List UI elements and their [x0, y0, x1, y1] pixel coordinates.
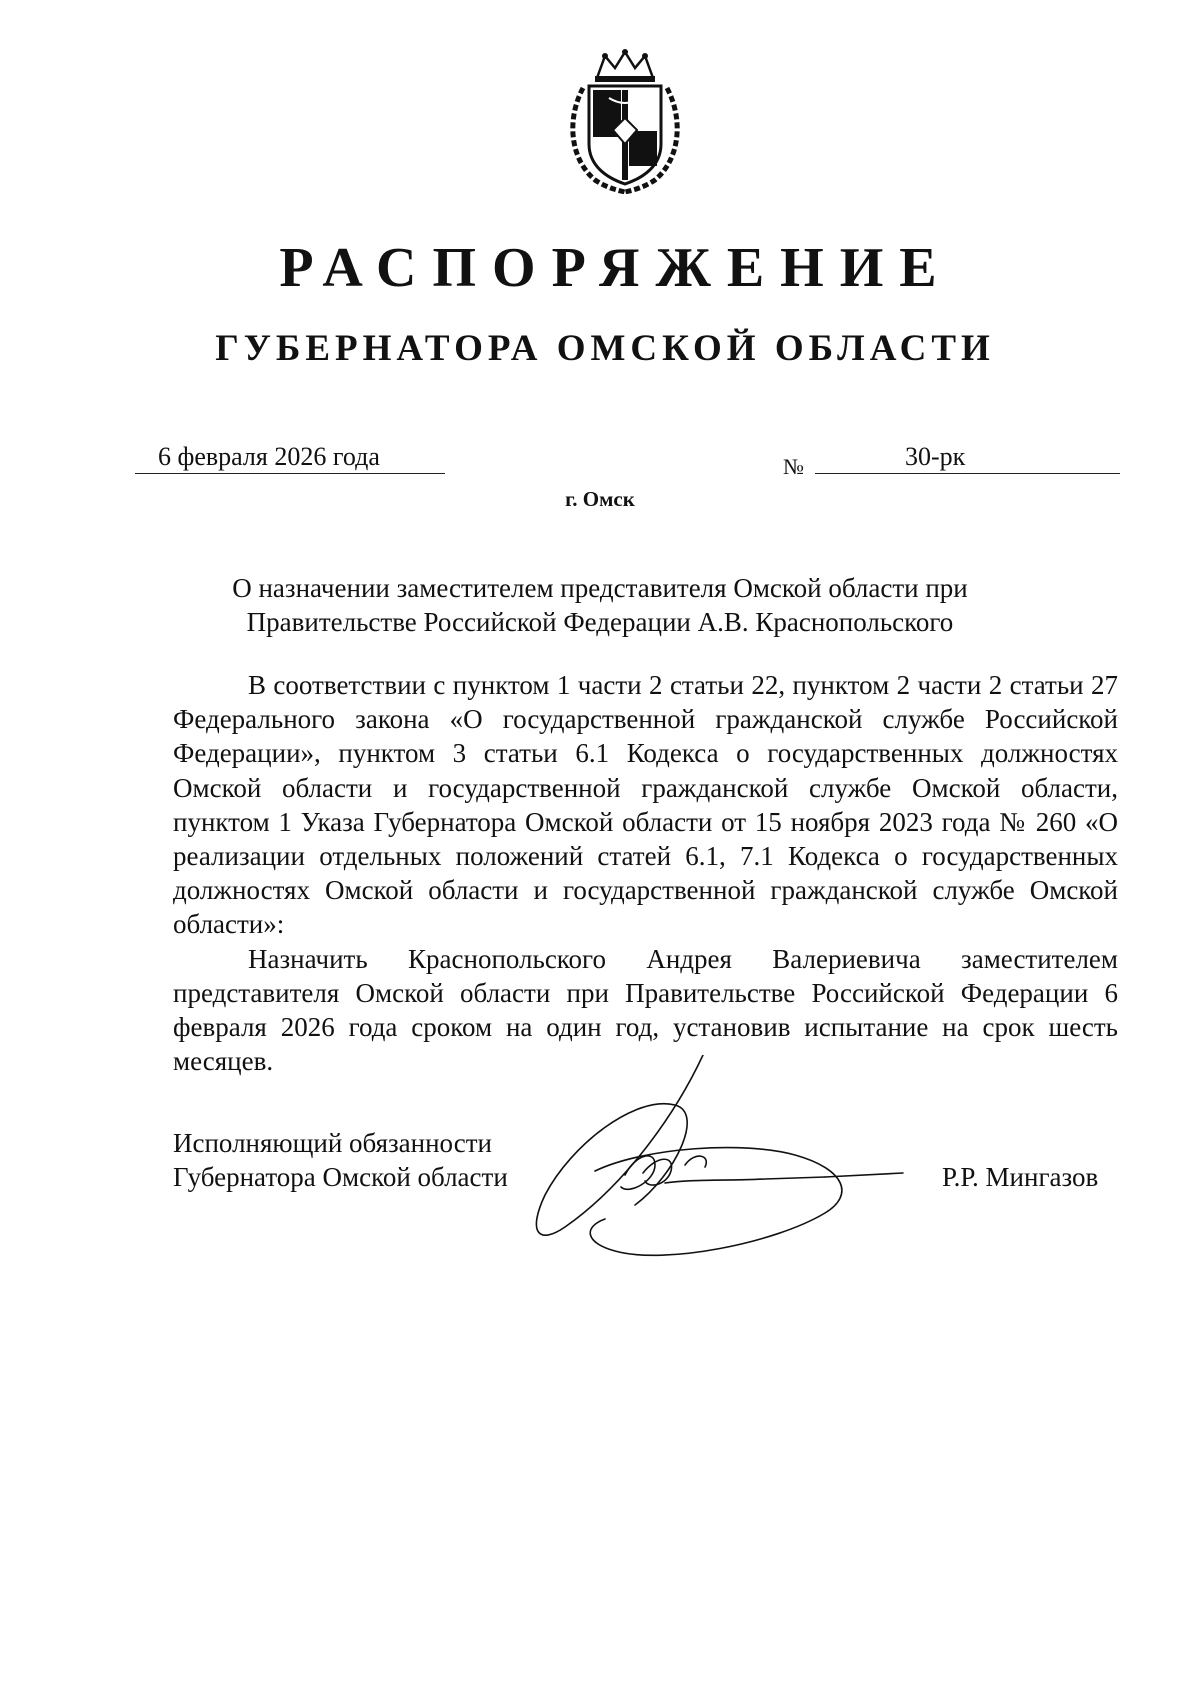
- signatory-role-line-1: Исполняющий обязанности: [173, 1128, 492, 1158]
- number-underline: [815, 447, 1120, 474]
- document-number: 30-рк: [905, 442, 966, 471]
- city: г. Омск: [565, 487, 635, 511]
- signatory-role-line-2: Губернатора Омской области: [173, 1162, 508, 1192]
- document-type-title: РАСПОРЯЖЕНИЕ: [279, 237, 953, 299]
- document-date: 6 февраля 2026 года: [158, 442, 380, 471]
- issuer-title: ГУБЕРНАТОРА ОМСКОЙ ОБЛАСТИ: [215, 328, 995, 369]
- signatory-name: Р.Р. Мингазов: [942, 1162, 1099, 1192]
- body-paragraph-basis: В соответствии с пунктом 1 части 2 статьи 22, пунктом 2 части 2 статьи 27 Федерального закона «О государственной гражданской службе Российской Федерации», пунктом 3 статьи 6.1 Кодекса о государственных должностях Омской области и государственной гражданской службе Омской области, пунктом 1 Указа Губернатора Омской области от 15 ноября 2023 года № 260 «О реализации отдельных положений статей 6.1, 7.1 Кодекса о государственных должностях Омской области и государственной гражданской службе Омской области»:: [173, 670, 1118, 940]
- document-body: [173, 668, 1118, 1078]
- body-paragraph-decision: Назначить Краснопольского Андрея Валериевича заместителем представителя Омской области при Правительстве Российской Федерации 6 февраля 2026 года сроком на один год, установив испытание на срок шесть месяцев.: [173, 943, 1118, 1077]
- signatory-role: [173, 1126, 508, 1194]
- coat-of-arms-icon: [565, 48, 685, 194]
- number-label: №: [783, 454, 804, 479]
- document-subject: О назначении заместителем представителя Омской области при Правительстве Российской Федерации А.В. Краснопольского: [232, 573, 968, 637]
- handwritten-signature-icon: [525, 1055, 905, 1280]
